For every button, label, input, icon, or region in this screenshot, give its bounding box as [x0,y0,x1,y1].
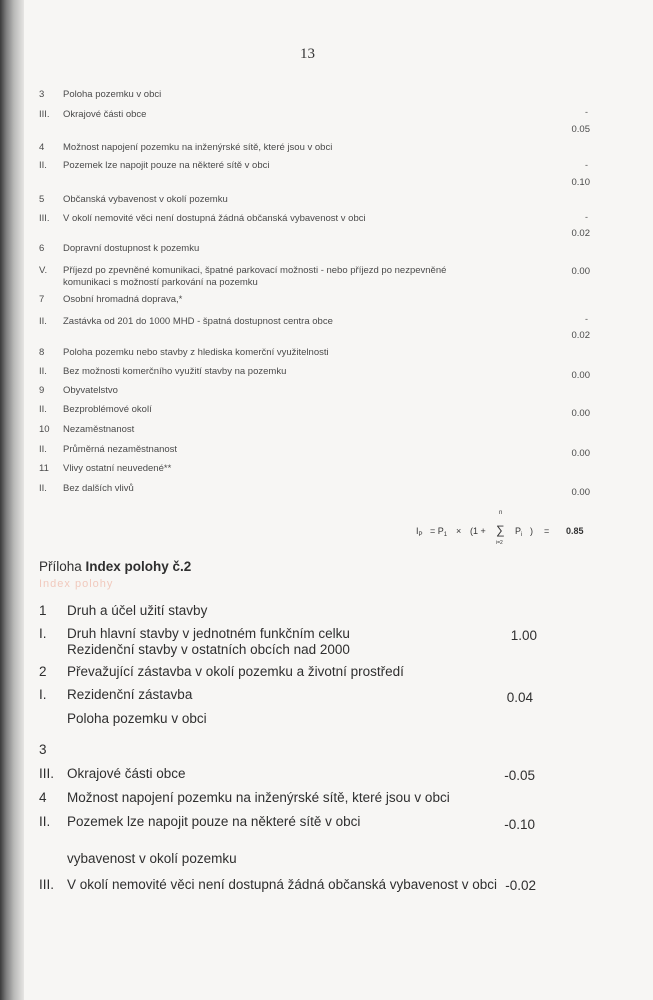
negative-mark: - [585,314,588,324]
ghost-text: Index polohy [39,578,114,590]
row-num: III. [39,213,50,224]
formula-p1: = $P_1$ [430,526,448,538]
row-num: 9 [39,385,45,396]
formula-paren-close: ) [530,526,533,536]
formula-sum-top: n [499,510,503,516]
formula-sum-bottom: i=2 [496,540,503,546]
row-value: 0.02 [571,330,590,341]
row-text: Vlivy ostatní neuvedené** [63,463,172,474]
row-text: Osobní hromadná doprava,* [63,294,183,305]
row-num: II. [39,316,47,327]
row-text: Rezidenční zástavba [67,687,193,702]
formula-pi: $P_i$ [515,526,523,538]
row-num: II. [39,444,47,455]
row-text: Možnost napojení pozemku na inženýrské sítě, které jsou v obci [67,790,450,805]
row-num: 5 [39,194,45,205]
row-text: Občanská vybavenost v okolí pozemku [63,194,228,205]
row-num: III. [39,109,50,120]
row-text: Okrajové části obce [67,766,186,781]
formula-paren-open: (1 + [470,526,486,536]
row-text: Nezaměstnanost [63,424,135,435]
row-value: -0.10 [504,817,535,832]
row-text: Poloha pozemku v obci [67,711,207,726]
row-value: 0.02 [571,228,590,239]
row-text: Zastávka od 201 do 1000 MHD - špatná dostupnost centra obce [63,316,333,327]
row-text: Převažující zástavba v okolí pozemku a životní prostředí [67,664,404,679]
row-num: I. [39,626,47,641]
row-num: 4 [39,142,45,153]
row-num: III. [39,877,55,892]
row-text: Bez dalších vlivů [63,483,134,494]
row-text: Poloha pozemku v obci [63,89,162,100]
formula-times: × [456,526,462,536]
row-value: 1.00 [510,628,537,643]
row-value: 0.00 [571,408,590,419]
row-num: II. [39,814,51,829]
row-value: -0.05 [504,768,535,783]
row-value: 0.00 [571,266,590,277]
row-text: V okolí nemovité věci není dostupná žádná občanská vybavenost v obci [67,877,498,892]
row-text-line2: komunikaci s možností parkování na pozemku [63,277,258,288]
row-num: I. [39,687,47,702]
row-text: Obyvatelstvo [63,385,118,396]
row-value: 0.05 [571,124,590,135]
row-text: Okrajové části obce [63,109,147,120]
row-num: 3 [39,89,45,100]
row-value: 0.04 [506,690,533,705]
row-num: II. [39,366,47,377]
row-text-line2: Rezidenční stavby v ostatních obcích nad 2000 [67,642,350,657]
negative-mark: - [585,212,588,222]
row-text: Pozemek lze napojit pouze na některé sítě v obci [67,814,361,829]
row-num: 8 [39,347,45,358]
row-text: Pozemek lze napojit pouze na některé sítě v obci [63,160,270,171]
row-text: Dopravní dostupnost k pozemku [63,243,200,254]
row-value: 0.00 [571,448,590,459]
row-text: Poloha pozemku nebo stavby z hlediska komerční využitelnosti [63,347,329,358]
row-num: II. [39,483,47,494]
row-num: 1 [39,603,47,618]
row-value: -0.02 [505,878,536,893]
row-text: Bezproblémové okolí [63,404,152,415]
negative-mark: - [585,160,588,170]
formula-sum-symbol: ∑ [496,523,505,537]
row-text: Průměrná nezaměstnanost [63,444,178,455]
row-text: Možnost napojení pozemku na inženýrské sítě, které jsou v obci [63,142,333,153]
row-num: 10 [39,424,50,435]
row-num: 3 [39,742,47,757]
row-num: 11 [39,463,49,474]
row-num: 6 [39,243,45,254]
row-num: II. [39,404,47,415]
negative-mark: - [585,107,588,117]
formula-eq: = [544,526,550,536]
row-num: 4 [39,790,47,805]
page-number: 13 [300,46,315,62]
row-text: Bez možnosti komerčního využití stavby na pozemku [63,366,287,377]
row-num: 2 [39,664,47,679]
row-text: V okolí nemovité věci není dostupná žádná občanská vybavenost v obci [63,213,366,224]
section-title: Příloha Index polohy č.2 [39,559,192,574]
row-text: Druh hlavní stavby v jednotném funkčním celku [67,626,350,641]
row-text: vybavenost v okolí pozemku [67,851,237,866]
row-value: 0.00 [571,487,590,498]
row-num: II. [39,160,47,171]
row-num: III. [39,766,55,781]
row-value: 0.00 [571,370,590,381]
row-text: Druh a účel užití stavby [67,603,208,618]
formula-lhs: $I_P$ [416,526,423,538]
formula-result: 0.85 [566,526,584,536]
row-num: V. [39,265,48,276]
row-value: 0.10 [571,177,590,188]
page-binding-shadow [0,0,24,1000]
row-text: Příjezd po zpevněné komunikaci, špatné parkovací možnosti - nebo příjezd po nezpevněné [63,265,447,276]
row-num: 7 [39,294,45,305]
